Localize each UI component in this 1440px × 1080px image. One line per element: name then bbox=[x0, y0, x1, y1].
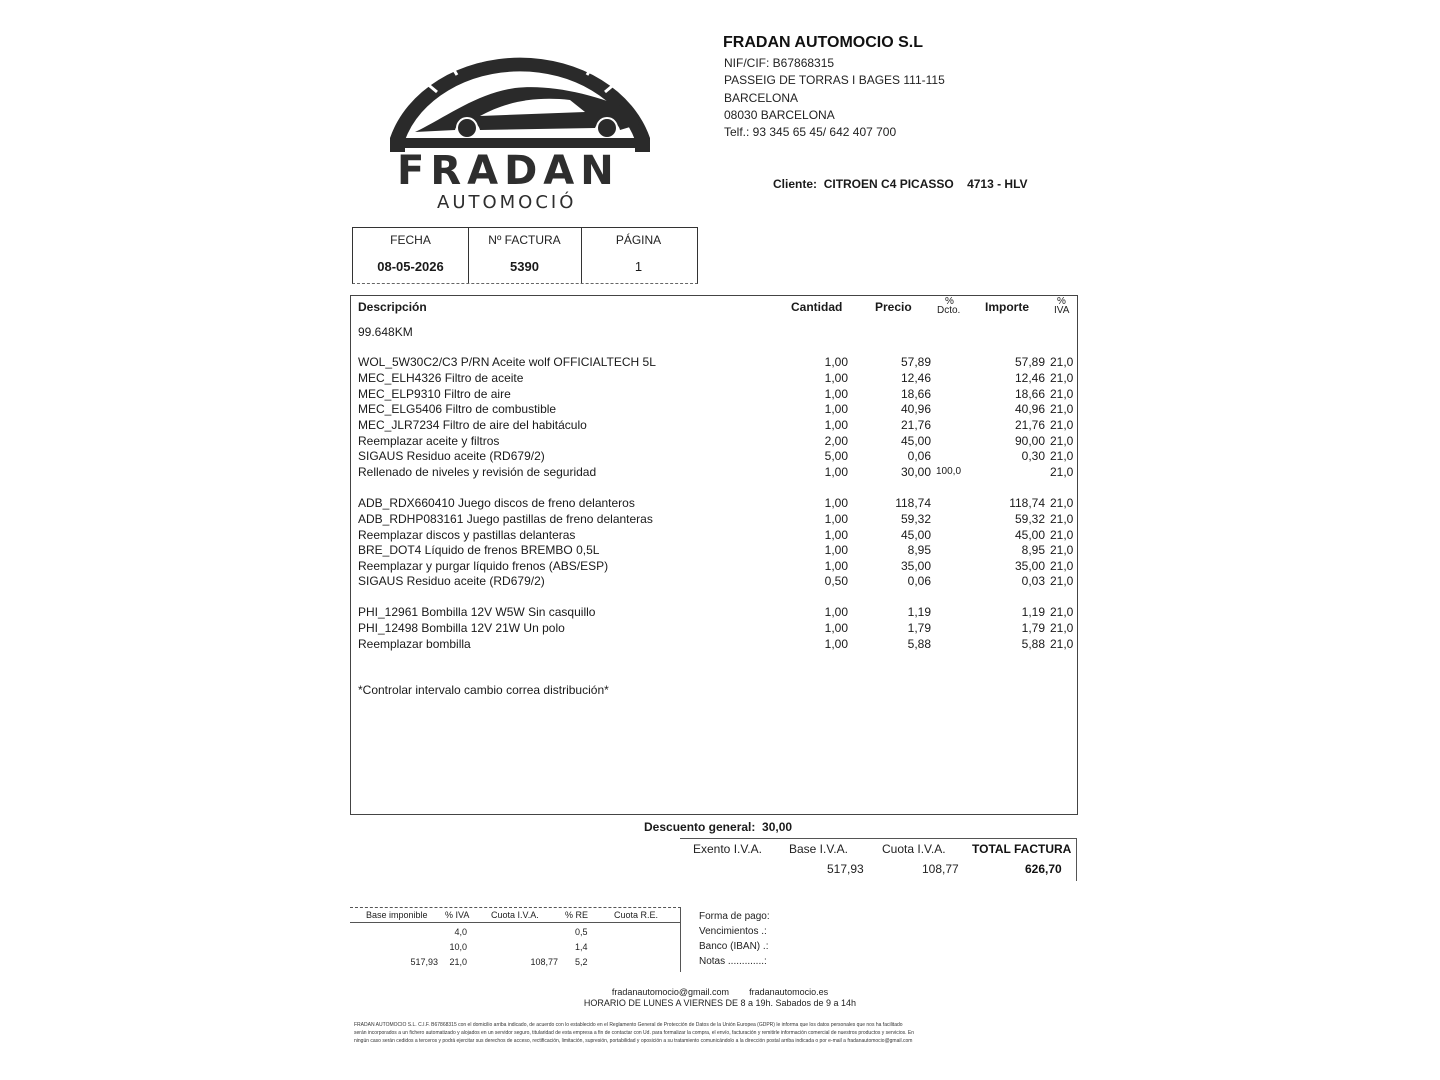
item-price: 45,00 bbox=[900, 528, 931, 542]
item-qty: 1,00 bbox=[824, 387, 848, 401]
item-price: 40,96 bbox=[900, 402, 931, 416]
tax-h-cuota-re: Cuota R.E. bbox=[614, 910, 659, 920]
item-importe: 118,74 bbox=[1009, 496, 1045, 510]
item-importe: 90,00 bbox=[1014, 434, 1045, 448]
item-dcto: 100,0 bbox=[936, 466, 962, 477]
company-postcode: 08030 BARCELONA bbox=[724, 108, 835, 122]
item-iva: 21,0 bbox=[1050, 559, 1074, 573]
item-qty: 0,50 bbox=[824, 574, 848, 588]
tax-row-3-iva: 21,0 bbox=[449, 957, 467, 967]
item-iva: 21,0 bbox=[1050, 543, 1074, 557]
item-desc: WOL_5W30C2/C3 P/RN Aceite wolf OFFICIALTECH 5L bbox=[358, 355, 656, 369]
item-qty: 1,00 bbox=[824, 528, 848, 542]
item-iva: 21,0 bbox=[1050, 512, 1074, 526]
item-row bbox=[358, 512, 1074, 528]
cuota-label: Cuota I.V.A. bbox=[882, 842, 946, 856]
item-desc: SIGAUS Residuo aceite (RD679/2) bbox=[358, 449, 545, 463]
item-qty: 1,00 bbox=[824, 465, 848, 479]
item-desc: BRE_DOT4 Líquido de frenos BREMBO 0,5L bbox=[358, 543, 600, 557]
col-iva: IVA bbox=[1054, 305, 1070, 316]
item-desc: SIGAUS Residuo aceite (RD679/2) bbox=[358, 574, 545, 588]
item-row bbox=[358, 528, 1074, 544]
item-row bbox=[358, 418, 1074, 434]
item-qty: 1,00 bbox=[824, 402, 848, 416]
footer-hours: HORARIO DE LUNES A VIERNES DE 8 a 19h. Sabados de 9 a 14h bbox=[583, 998, 857, 1008]
item-qty: 1,00 bbox=[824, 543, 848, 557]
item-iva: 21,0 bbox=[1050, 434, 1074, 448]
company-name: FRADAN AUTOMOCIO S.L bbox=[723, 34, 923, 51]
cuota-value: 108,77 bbox=[922, 862, 959, 876]
item-desc: ADB_RDX660410 Juego discos de freno delanteros bbox=[358, 496, 635, 510]
logo-subtitle: AUTOMOCIÓ bbox=[437, 192, 577, 213]
tax-h-re: % RE bbox=[565, 910, 589, 920]
item-row bbox=[358, 621, 1074, 637]
footer-website[interactable]: fradanautomocio.es bbox=[749, 987, 829, 997]
item-qty: 1,00 bbox=[824, 605, 848, 619]
item-row bbox=[358, 574, 1074, 590]
invoice-number-cell bbox=[468, 228, 582, 283]
mileage: 99.648KM bbox=[358, 325, 413, 339]
item-iva: 21,0 bbox=[1050, 605, 1074, 619]
page-cell bbox=[581, 228, 696, 283]
item-desc: MEC_JLR7234 Filtro de aire del habitáculo bbox=[358, 418, 587, 432]
exento-label: Exento I.V.A. bbox=[693, 842, 762, 856]
item-price: 8,95 bbox=[907, 543, 931, 557]
item-desc: Reemplazar aceite y filtros bbox=[358, 434, 500, 448]
item-importe: 35,00 bbox=[1014, 559, 1045, 573]
item-qty: 1,00 bbox=[824, 621, 848, 635]
company-nif: NIF/CIF: B67868315 bbox=[724, 56, 835, 70]
item-qty: 1,00 bbox=[824, 637, 848, 651]
date-label: FECHA bbox=[390, 233, 431, 247]
tax-row-3-base: 517,93 bbox=[410, 957, 438, 967]
logo-wordmark: FRADAN bbox=[397, 148, 620, 194]
item-iva: 21,0 bbox=[1050, 528, 1074, 542]
client-car: CITROEN C4 PICASSO bbox=[823, 177, 954, 191]
col-cantidad: Cantidad bbox=[791, 300, 843, 314]
item-desc: MEC_ELH4326 Filtro de aceite bbox=[358, 371, 524, 385]
car-arch-logo-icon bbox=[385, 20, 655, 160]
invoice-header-table bbox=[352, 227, 698, 284]
item-importe: 0,30 bbox=[1021, 449, 1045, 463]
item-iva: 21,0 bbox=[1050, 449, 1074, 463]
date-cell bbox=[353, 228, 469, 283]
item-importe: 45,00 bbox=[1014, 528, 1045, 542]
item-iva: 21,0 bbox=[1050, 387, 1074, 401]
item-price: 21,76 bbox=[900, 418, 931, 432]
item-row bbox=[358, 496, 1074, 512]
item-price: 45,00 bbox=[900, 434, 931, 448]
col-dcto: Dcto. bbox=[937, 305, 961, 316]
item-row bbox=[358, 402, 1074, 418]
col-dcto-pct: % bbox=[945, 296, 954, 307]
item-qty: 1,00 bbox=[824, 559, 848, 573]
item-qty: 1,00 bbox=[824, 418, 848, 432]
item-importe: 5,88 bbox=[1021, 637, 1045, 651]
item-qty: 5,00 bbox=[824, 449, 848, 463]
item-row bbox=[358, 605, 1074, 621]
client-plate: 4713 - HLV bbox=[967, 177, 1028, 191]
distribution-belt-note: *Controlar intervalo cambio correa distribución* bbox=[358, 683, 609, 697]
item-qty: 1,00 bbox=[824, 371, 848, 385]
item-qty: 1,00 bbox=[824, 355, 848, 369]
item-iva: 21,0 bbox=[1050, 402, 1074, 416]
item-desc: Rellenado de niveles y revisión de seguridad bbox=[358, 465, 597, 479]
client-info bbox=[773, 177, 1028, 191]
item-iva: 21,0 bbox=[1050, 496, 1074, 510]
discount-label: Descuento general: bbox=[644, 820, 756, 834]
item-price: 0,06 bbox=[907, 449, 931, 463]
item-desc: MEC_ELG5406 Filtro de combustible bbox=[358, 402, 557, 416]
item-row bbox=[358, 543, 1074, 559]
item-iva: 21,0 bbox=[1050, 418, 1074, 432]
company-address: PASSEIG DE TORRAS I BAGES 111-115 bbox=[724, 73, 945, 87]
company-city: BARCELONA bbox=[724, 91, 799, 105]
item-iva: 21,0 bbox=[1050, 371, 1074, 385]
item-desc: ADB_RDHP083161 Juego pastillas de freno delanteras bbox=[358, 512, 653, 526]
discount-value: 30,00 bbox=[762, 820, 793, 834]
tax-divider bbox=[350, 922, 680, 923]
item-importe: 0,03 bbox=[1021, 574, 1045, 588]
company-phone: Telf.: 93 345 65 45/ 642 407 700 bbox=[724, 125, 897, 139]
item-desc: PHI_12961 Bombilla 12V W5W Sin casquillo bbox=[358, 605, 596, 619]
item-row bbox=[358, 637, 1074, 653]
tax-row-1-iva: 4,0 bbox=[454, 927, 467, 937]
item-price: 0,06 bbox=[907, 574, 931, 588]
item-row bbox=[358, 355, 1074, 371]
item-desc: PHI_12498 Bombilla 12V 21W Un polo bbox=[358, 621, 565, 635]
item-row bbox=[358, 371, 1074, 387]
item-importe: 8,95 bbox=[1021, 543, 1045, 557]
invoice-number-label: Nº FACTURA bbox=[488, 233, 561, 247]
item-importe: 18,66 bbox=[1014, 387, 1045, 401]
item-iva: 21,0 bbox=[1050, 621, 1074, 635]
col-iva-pct: % bbox=[1057, 296, 1066, 307]
item-desc: Reemplazar discos y pastillas delanteras bbox=[358, 528, 576, 542]
legal-line-1: FRADAN AUTOMOCIO S.L. C.I.F. B67868315 con el domicilio arriba indicado, de acuerdo con lo establecido en el Reglamento General de Protección de Datos de la Unión Europea (GDPR) le informa que los datos personales que nos ha facilitado bbox=[354, 1022, 903, 1028]
item-qty: 1,00 bbox=[824, 496, 848, 510]
item-importe: 59,32 bbox=[1014, 512, 1045, 526]
item-price: 35,00 bbox=[900, 559, 931, 573]
item-price: 1,19 bbox=[907, 605, 931, 619]
date-value: 08-05-2026 bbox=[377, 259, 444, 274]
item-price: 1,79 bbox=[907, 621, 931, 635]
col-precio: Precio bbox=[875, 300, 912, 314]
tax-row-1-re: 0,5 bbox=[575, 927, 588, 937]
item-price: 30,00 bbox=[900, 465, 931, 479]
footer-email[interactable]: fradanautomocio@gmail.com bbox=[611, 987, 730, 997]
legal-line-2: serán incorporados a un fichero automatizado y alojados en un servidor seguro, titularidad de esta empresa a fin de contactar con Ud. para formalizar la compra, el envío, facturación y remitirle información comercial de nuestros productos y servicios. En bbox=[354, 1030, 915, 1036]
item-price: 12,46 bbox=[900, 371, 931, 385]
item-row bbox=[358, 465, 1074, 481]
item-desc: Reemplazar y purgar líquido frenos (ABS/ESP) bbox=[358, 559, 609, 573]
tax-row-2-re: 1,4 bbox=[575, 942, 588, 952]
item-importe: 40,96 bbox=[1014, 402, 1045, 416]
page-value: 1 bbox=[634, 259, 643, 274]
item-iva: 21,0 bbox=[1050, 574, 1074, 588]
legal-line-3: ningún caso serán cedidos a terceros y podrá ejercitar sus derechos de acceso, rectificación, limitación, supresión, portabilidad y oposición a su tratamiento comunicándolo a la dirección postal arriba indicada o por e-mail a fradanautomocio@gmail.com bbox=[354, 1038, 913, 1044]
total-label: TOTAL FACTURA bbox=[972, 842, 1072, 856]
item-qty: 2,00 bbox=[824, 434, 848, 448]
item-importe: 21,76 bbox=[1014, 418, 1045, 432]
col-descripcion: Descripción bbox=[358, 300, 427, 314]
item-row bbox=[358, 387, 1074, 403]
item-price: 59,32 bbox=[900, 512, 931, 526]
invoice-number-value: 5390 bbox=[510, 259, 539, 274]
item-row bbox=[358, 434, 1074, 450]
company-logo bbox=[385, 20, 655, 220]
item-importe: 57,89 bbox=[1014, 355, 1045, 369]
tax-h-base: Base imponible bbox=[366, 910, 428, 920]
notes-label: Notas .............: bbox=[699, 956, 767, 967]
item-row bbox=[358, 449, 1074, 465]
tax-row-3-cuota: 108,77 bbox=[530, 957, 558, 967]
item-price: 57,89 bbox=[900, 355, 931, 369]
general-discount bbox=[644, 820, 792, 834]
item-price: 118,74 bbox=[895, 496, 931, 510]
payment-method-label: Forma de pago: bbox=[699, 911, 770, 922]
bank-iban-label: Banco (IBAN) .: bbox=[699, 941, 769, 952]
tax-row-2-iva: 10,0 bbox=[449, 942, 467, 952]
item-iva: 21,0 bbox=[1050, 637, 1074, 651]
item-qty: 1,00 bbox=[824, 512, 848, 526]
total-value: 626,70 bbox=[1025, 862, 1062, 876]
item-price: 5,88 bbox=[907, 637, 931, 651]
item-price: 18,66 bbox=[900, 387, 931, 401]
item-iva: 21,0 bbox=[1050, 355, 1074, 369]
col-importe: Importe bbox=[985, 300, 1030, 314]
client-label: Cliente: bbox=[773, 177, 818, 191]
item-row bbox=[358, 559, 1074, 575]
tax-h-iva: % IVA bbox=[445, 910, 470, 920]
base-value: 517,93 bbox=[827, 862, 864, 876]
page-label: PÁGINA bbox=[615, 233, 662, 247]
item-importe: 1,19 bbox=[1021, 605, 1045, 619]
due-dates-label: Vencimientos .: bbox=[699, 926, 767, 937]
tax-h-cuota: Cuota I.V.A. bbox=[491, 910, 539, 920]
footer-contact bbox=[0, 987, 1440, 997]
base-label: Base I.V.A. bbox=[789, 842, 848, 856]
item-importe: 1,79 bbox=[1021, 621, 1045, 635]
tax-row-3-re: 5,2 bbox=[575, 957, 588, 967]
item-iva: 21,0 bbox=[1050, 465, 1074, 479]
item-desc: MEC_ELP9310 Filtro de aire bbox=[358, 387, 511, 401]
item-importe: 12,46 bbox=[1014, 371, 1045, 385]
item-desc: Reemplazar bombilla bbox=[358, 637, 471, 651]
